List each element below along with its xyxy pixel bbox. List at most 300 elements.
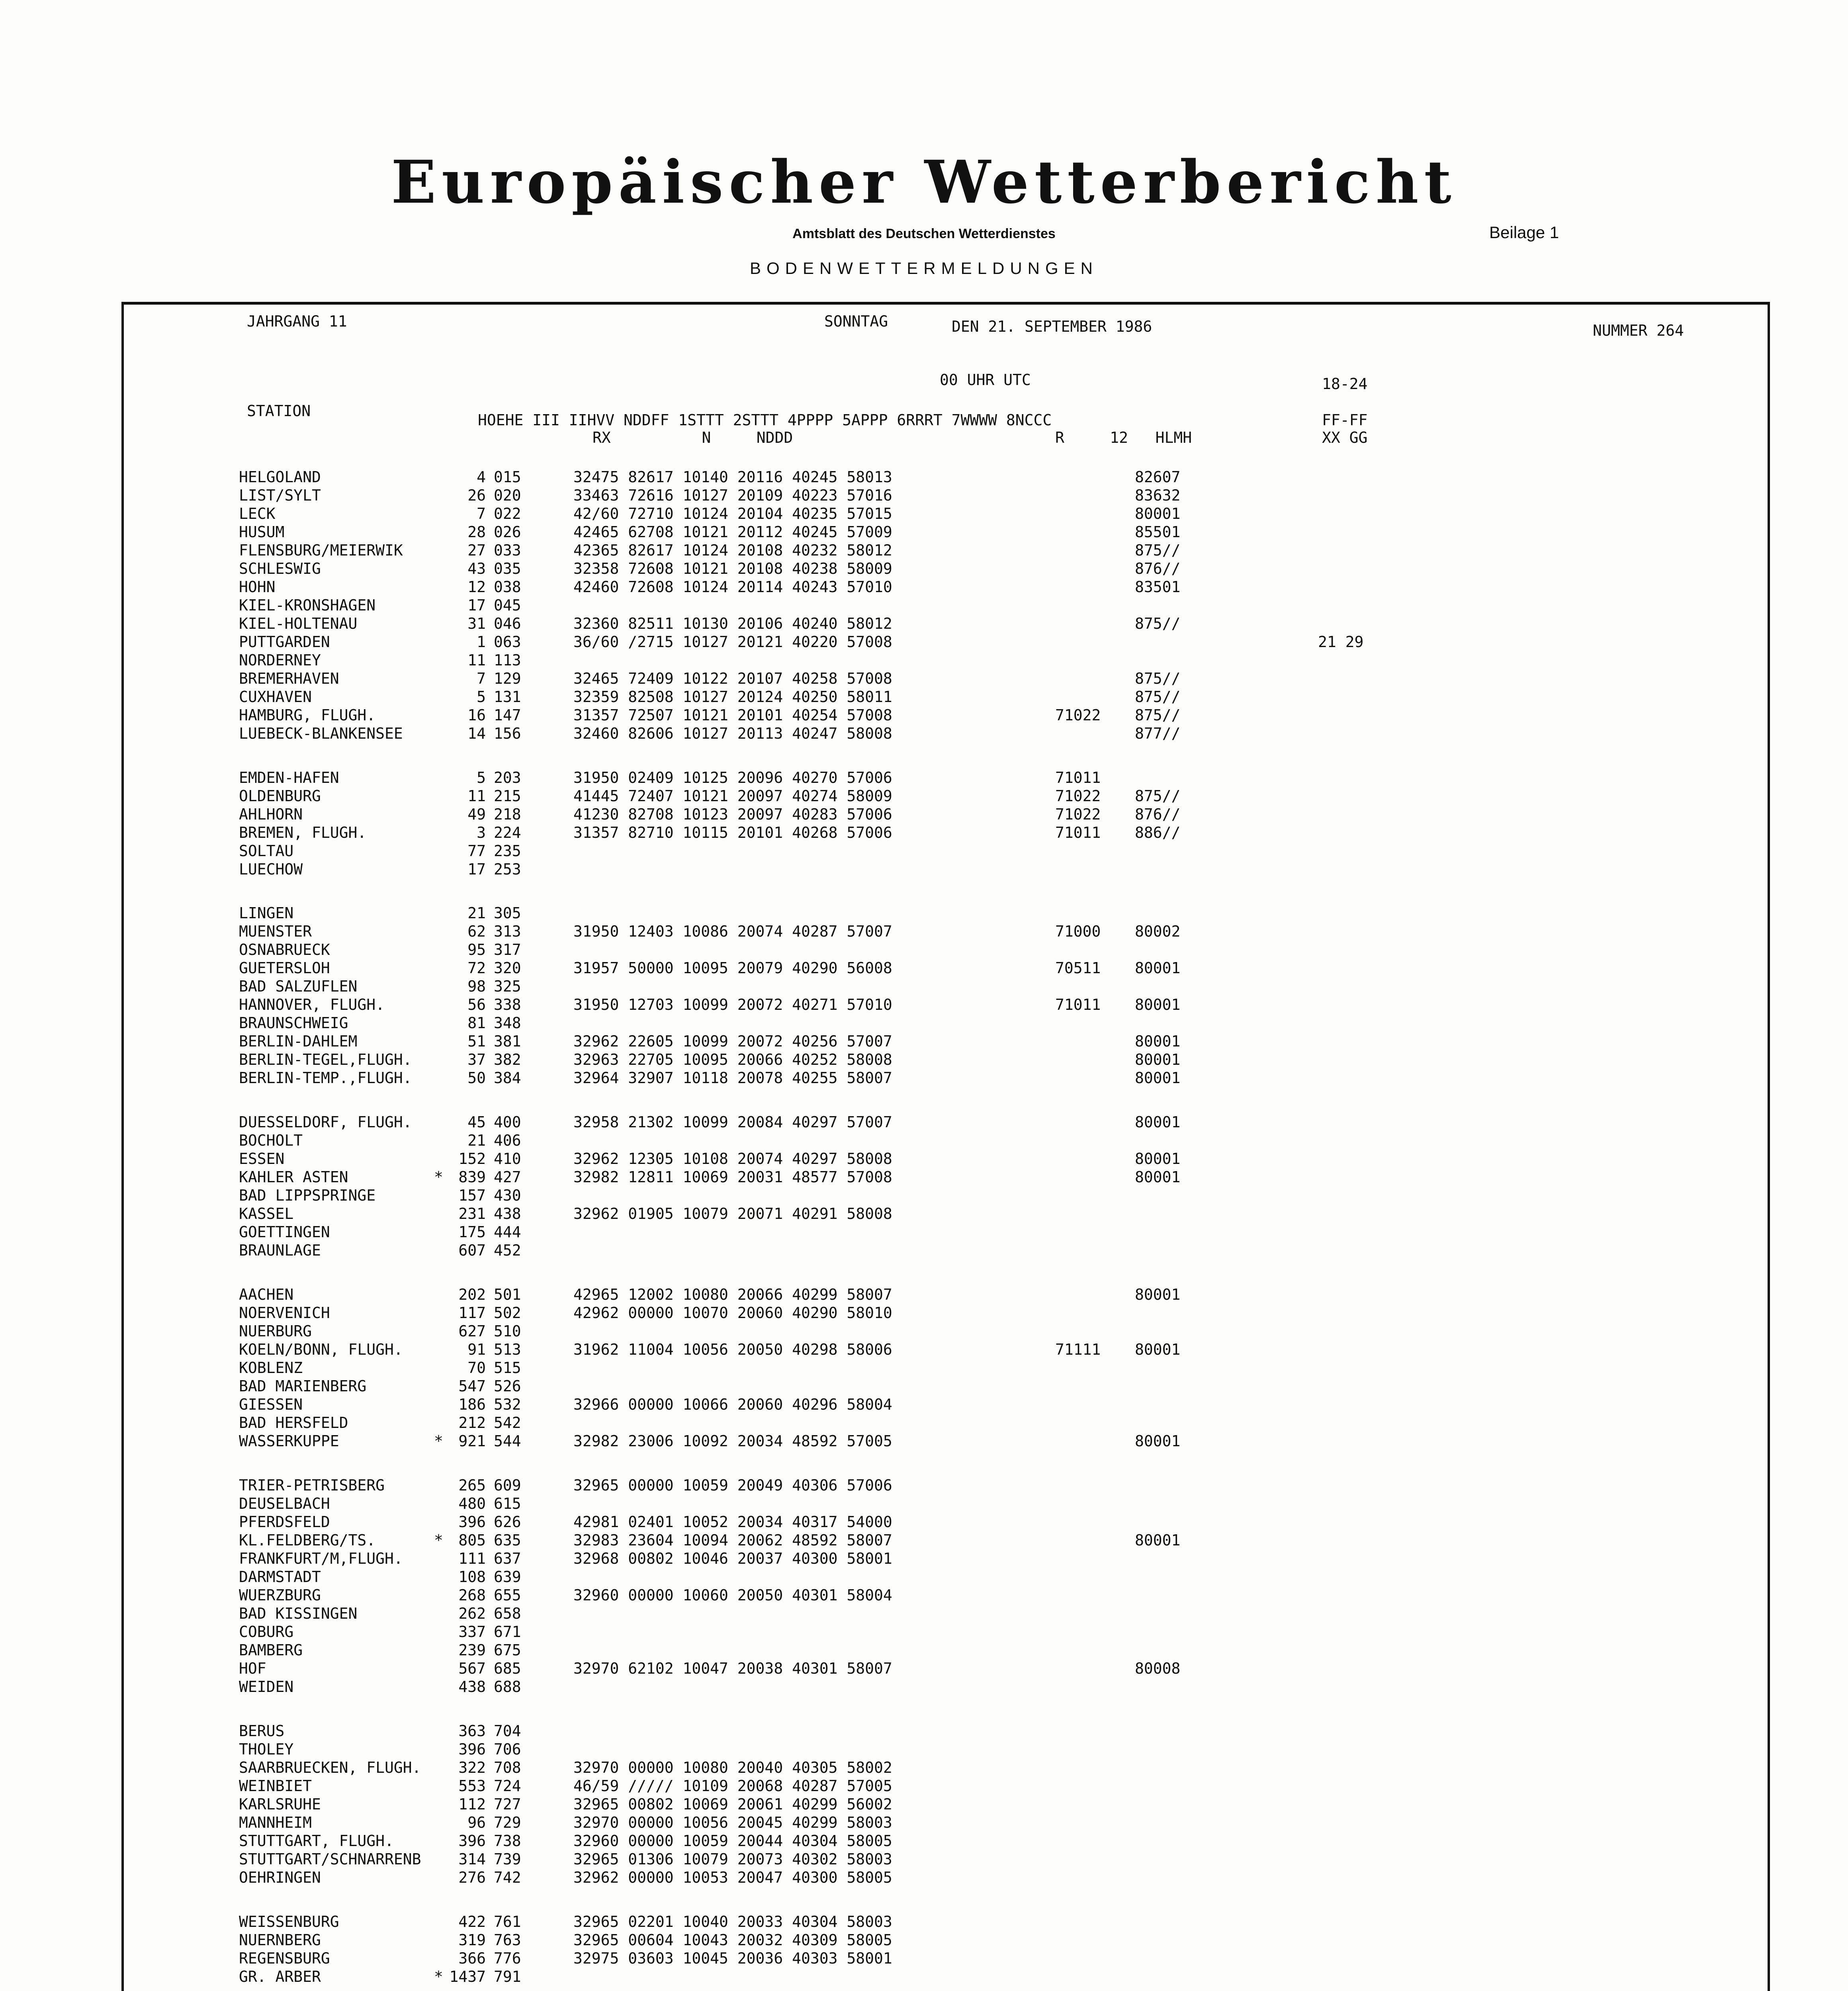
station-number: 131 (494, 688, 521, 706)
station-height: 62 (467, 923, 486, 940)
station-number: 026 (494, 523, 521, 541)
cloud-group-8: 80001 (1135, 1150, 1181, 1168)
station-name: BERLIN-TEGEL,FLUGH. (239, 1051, 412, 1068)
station-height: 314 (458, 1850, 486, 1868)
station-number: 685 (494, 1660, 521, 1677)
station-name: AACHEN (239, 1286, 294, 1303)
station-number: 637 (494, 1550, 521, 1567)
station-height: 5 (477, 688, 486, 706)
station-number: 320 (494, 959, 521, 977)
observation-time: 00 UHR UTC (940, 371, 1031, 389)
weather-code-groups: 32970 62102 10047 20038 40301 58007 (573, 1660, 892, 1677)
station-name: WEIDEN (239, 1678, 294, 1696)
station-number: 045 (494, 597, 521, 614)
station-height: 212 (458, 1414, 486, 1432)
station-number: 438 (494, 1205, 521, 1222)
station-name: BAMBERG (239, 1641, 303, 1659)
weather-code-groups: 32958 21302 10099 20084 40297 57007 (573, 1113, 892, 1131)
weather-group-7: 71022 (1055, 787, 1101, 805)
weather-code-groups: 32970 00000 10080 20040 40305 58002 (573, 1759, 892, 1776)
station-number: 658 (494, 1605, 521, 1622)
station-name: THOLEY (239, 1741, 294, 1758)
station-height: 1437 (449, 1968, 486, 1985)
station-height: 26 (467, 487, 486, 504)
station-name: NUERBURG (239, 1322, 312, 1340)
station-height: 7 (477, 505, 486, 522)
station-height: 239 (458, 1641, 486, 1659)
station-name: HUSUM (239, 523, 285, 541)
weather-code-groups: 32358 72608 10121 20108 40238 58009 (573, 560, 892, 577)
station-number: 305 (494, 904, 521, 922)
station-height: 7 (477, 670, 486, 687)
weather-code-groups: 32360 82511 10130 20106 40240 58012 (573, 615, 892, 632)
station-number: 675 (494, 1641, 521, 1659)
weather-code-groups: 31950 02409 10125 20096 40270 57006 (573, 769, 892, 786)
station-height: 5 (477, 769, 486, 786)
station-height: 43 (467, 560, 486, 577)
weather-code-groups: 31950 12403 10086 20074 40287 57007 (573, 923, 892, 940)
station-height: 11 (467, 787, 486, 805)
station-height: 95 (467, 941, 486, 958)
cloud-group-8: 80001 (1135, 959, 1181, 977)
cloud-group-8: 875// (1135, 787, 1181, 805)
station-name: KIEL-HOLTENAU (239, 615, 358, 632)
station-height: 607 (458, 1242, 486, 1259)
station-height: 276 (458, 1869, 486, 1886)
station-name: WUERZBURG (239, 1586, 321, 1604)
station-column-header: STATION (247, 402, 311, 420)
cloud-group-8: 80001 (1135, 1286, 1181, 1303)
station-name: BREMEN, FLUGH. (239, 824, 367, 841)
station-height: 547 (458, 1377, 486, 1395)
station-name: DARMSTADT (239, 1568, 321, 1586)
station-height: 111 (458, 1550, 486, 1567)
cloud-group-8: 80001 (1135, 1113, 1181, 1131)
station-name: OEHRINGEN (239, 1869, 321, 1886)
cloud-group-8: 80001 (1135, 1069, 1181, 1087)
station-name: GOETTINGEN (239, 1223, 330, 1241)
supplement-label: Beilage 1 (1489, 223, 1559, 242)
station-number: 317 (494, 941, 521, 958)
weather-group-7: 71011 (1055, 824, 1101, 841)
station-name: HANNOVER, FLUGH. (239, 996, 385, 1013)
weather-code-groups: 32970 00000 10056 20045 40299 58003 (573, 1814, 892, 1831)
station-height: 265 (458, 1477, 486, 1494)
station-name: BERLIN-DAHLEM (239, 1033, 358, 1050)
weather-code-groups: 32962 01905 10079 20071 40291 58008 (573, 1205, 892, 1222)
station-number: 626 (494, 1513, 521, 1531)
station-name: HOHN (239, 578, 276, 596)
cloud-group-8: 875// (1135, 615, 1181, 632)
station-number: 502 (494, 1304, 521, 1322)
station-name: MUENSTER (239, 923, 312, 940)
mountain-marker: * (434, 1432, 443, 1450)
weather-code-groups: 32460 82606 10127 20113 40247 58008 (573, 725, 892, 742)
station-name: CUXHAVEN (239, 688, 312, 706)
cloud-group-8: 80001 (1135, 1341, 1181, 1358)
station-number: 639 (494, 1568, 521, 1586)
station-height: 337 (458, 1623, 486, 1641)
station-number: 410 (494, 1150, 521, 1168)
weather-code-groups: 32962 12305 10108 20074 40297 58008 (573, 1150, 892, 1168)
station-number: 113 (494, 651, 521, 669)
weather-code-groups: 31957 50000 10095 20079 40290 56008 (573, 959, 892, 977)
station-height: 396 (458, 1832, 486, 1850)
station-number: 035 (494, 560, 521, 577)
weekday-label: SONNTAG (824, 313, 888, 330)
cloud-group-8: 83632 (1135, 487, 1181, 504)
station-height: 21 (467, 1132, 486, 1149)
station-name: BAD MARIENBERG (239, 1377, 367, 1395)
cloud-group-8: 876// (1135, 806, 1181, 823)
station-number: 430 (494, 1187, 521, 1204)
station-name: BOCHOLT (239, 1132, 303, 1149)
station-name: LUEBECK-BLANKENSEE (239, 725, 403, 742)
station-number: 400 (494, 1113, 521, 1131)
station-number: 776 (494, 1950, 521, 1967)
station-number: 761 (494, 1913, 521, 1930)
station-number: 218 (494, 806, 521, 823)
station-height: 480 (458, 1495, 486, 1512)
station-height: 56 (467, 996, 486, 1013)
station-name: DEUSELBACH (239, 1495, 330, 1512)
station-name: GUETERSLOH (239, 959, 330, 977)
station-number: 427 (494, 1168, 521, 1186)
station-height: 77 (467, 842, 486, 860)
station-number: 147 (494, 706, 521, 724)
station-height: 3 (477, 824, 486, 841)
weather-code-groups: 32966 00000 10066 20060 40296 58004 (573, 1396, 892, 1413)
station-number: 544 (494, 1432, 521, 1450)
station-name: KAHLER ASTEN (239, 1168, 348, 1186)
weather-code-groups: 32964 32907 10118 20078 40255 58007 (573, 1069, 892, 1087)
station-name: LECK (239, 505, 276, 522)
weather-code-groups: 32465 72409 10122 20107 40258 57008 (573, 670, 892, 687)
weather-code-groups: 31962 11004 10056 20050 40298 58006 (573, 1341, 892, 1358)
station-height: 17 (467, 597, 486, 614)
cloud-group-8: 80001 (1135, 1033, 1181, 1050)
station-height: 112 (458, 1795, 486, 1813)
station-height: 553 (458, 1777, 486, 1795)
station-height: 366 (458, 1950, 486, 1967)
station-number: 742 (494, 1869, 521, 1886)
cloud-group-8: 83501 (1135, 578, 1181, 596)
station-name: KIEL-KRONSHAGEN (239, 597, 376, 614)
station-height: 152 (458, 1150, 486, 1168)
station-height: 839 (458, 1168, 486, 1186)
station-height: 422 (458, 1913, 486, 1930)
station-height: 117 (458, 1304, 486, 1322)
cloud-group-8: 886// (1135, 824, 1181, 841)
station-name: KASSEL (239, 1205, 294, 1222)
station-number: 038 (494, 578, 521, 596)
station-number: 609 (494, 1477, 521, 1494)
weather-code-groups: 32475 82617 10140 20116 40245 58013 (573, 468, 892, 486)
weather-code-groups: 31357 72507 10121 20101 40254 57008 (573, 706, 892, 724)
station-height: 157 (458, 1187, 486, 1204)
weather-code-groups: 32983 23604 10094 20062 48592 58007 (573, 1531, 892, 1549)
wind-column-header: FF-FF (1322, 411, 1368, 429)
station-height: 108 (458, 1568, 486, 1586)
station-name: STUTTGART/SCHNARRENB (239, 1850, 421, 1868)
station-height: 37 (467, 1051, 486, 1068)
weather-code-groups: 42981 02401 10052 20034 40317 54000 (573, 1513, 892, 1531)
station-name: GR. ARBER (239, 1968, 321, 1985)
station-height: 1 (477, 633, 486, 651)
station-name: WEISSENBURG (239, 1913, 339, 1930)
station-height: 921 (458, 1432, 486, 1450)
station-number: 738 (494, 1832, 521, 1850)
weather-group-7: 71111 (1055, 1341, 1101, 1358)
station-number: 235 (494, 842, 521, 860)
station-name: SCHLESWIG (239, 560, 321, 577)
station-number: 129 (494, 670, 521, 687)
cloud-group-8: 80001 (1135, 505, 1181, 522)
station-number: 203 (494, 769, 521, 786)
station-number: 348 (494, 1014, 521, 1032)
weather-code-groups: 32965 00000 10059 20049 40306 57006 (573, 1477, 892, 1494)
weather-group-7: 70511 (1055, 959, 1101, 977)
station-height: 11 (467, 651, 486, 669)
station-number: 739 (494, 1850, 521, 1868)
cloud-group-8: 875// (1135, 688, 1181, 706)
station-height: 98 (467, 978, 486, 995)
weather-group-7: 71022 (1055, 806, 1101, 823)
code-column-subheader-right: R 12 HLMH (1055, 429, 1192, 446)
station-height: 28 (467, 523, 486, 541)
station-number: 253 (494, 861, 521, 878)
cloud-group-8: 80001 (1135, 1432, 1181, 1450)
station-height: 72 (467, 959, 486, 977)
station-name: TRIER-PETRISBERG (239, 1477, 385, 1494)
station-number: 708 (494, 1759, 521, 1776)
station-number: 020 (494, 487, 521, 504)
station-height: 567 (458, 1660, 486, 1677)
weather-code-groups: 32962 00000 10053 20047 40300 58005 (573, 1869, 892, 1886)
station-height: 186 (458, 1396, 486, 1413)
station-number: 635 (494, 1531, 521, 1549)
station-name: REGENSBURG (239, 1950, 330, 1967)
cloud-group-8: 80001 (1135, 1051, 1181, 1068)
weather-code-groups: 41445 72407 10121 20097 40274 58009 (573, 787, 892, 805)
weather-group-7: 71000 (1055, 923, 1101, 940)
station-name: SOLTAU (239, 842, 294, 860)
station-height: 70 (467, 1359, 486, 1377)
cloud-group-8: 80002 (1135, 923, 1181, 940)
publisher-subtitle: Amtsblatt des Deutschen Wetterdienstes (792, 226, 1056, 241)
station-number: 724 (494, 1777, 521, 1795)
station-name: BAD LIPPSPRINGE (239, 1187, 376, 1204)
station-number: 224 (494, 824, 521, 841)
station-number: 763 (494, 1931, 521, 1949)
weather-code-groups: 36/60 /2715 10127 20121 40220 57008 (573, 633, 892, 651)
station-height: 14 (467, 725, 486, 742)
station-height: 363 (458, 1722, 486, 1740)
station-name: OLDENBURG (239, 787, 321, 805)
station-name: MANNHEIM (239, 1814, 312, 1831)
station-name: BERUS (239, 1722, 285, 1740)
station-number: 015 (494, 468, 521, 486)
station-number: 615 (494, 1495, 521, 1512)
station-name: AHLHORN (239, 806, 303, 823)
weather-code-groups: 42965 12002 10080 20066 40299 58007 (573, 1286, 892, 1303)
weather-code-groups: 42465 62708 10121 20112 40245 57009 (573, 523, 892, 541)
station-number: 313 (494, 923, 521, 940)
station-height: 231 (458, 1205, 486, 1222)
station-number: 022 (494, 505, 521, 522)
date-label: DEN 21. SEPTEMBER 1986 (952, 318, 1152, 335)
code-column-header: HOEHE III IIHVV NDDFF 1STTT 2STTT 4PPPP 5APPP 6RRRT 7WWWW 8NCCC (478, 411, 1052, 429)
station-height: 49 (467, 806, 486, 823)
station-number: 452 (494, 1242, 521, 1259)
weather-code-groups: 32960 00000 10059 20044 40304 58005 (573, 1832, 892, 1850)
wind-column-subheader: XX GG (1322, 429, 1368, 446)
station-height: 91 (467, 1341, 486, 1358)
station-height: 31 (467, 615, 486, 632)
station-height: 319 (458, 1931, 486, 1949)
station-number: 406 (494, 1132, 521, 1149)
station-height: 50 (467, 1069, 486, 1087)
station-name: WASSERKUPPE (239, 1432, 339, 1450)
station-name: FRANKFURT/M,FLUGH. (239, 1550, 403, 1567)
station-name: HOF (239, 1660, 266, 1677)
weather-code-groups: 32359 82508 10127 20124 40250 58011 (573, 688, 892, 706)
station-height: 27 (467, 542, 486, 559)
weather-code-groups: 42460 72608 10124 20114 40243 57010 (573, 578, 892, 596)
weather-code-groups: 42/60 72710 10124 20104 40235 57015 (573, 505, 892, 522)
station-name: BAD HERSFELD (239, 1414, 348, 1432)
station-name: BREMERHAVEN (239, 670, 339, 687)
weather-code-groups: 31357 82710 10115 20101 40268 57006 (573, 824, 892, 841)
station-number: 513 (494, 1341, 521, 1358)
station-height: 45 (467, 1113, 486, 1131)
station-height: 4 (477, 468, 486, 486)
station-number: 655 (494, 1586, 521, 1604)
cloud-group-8: 80001 (1135, 996, 1181, 1013)
weather-group-7: 71022 (1055, 706, 1101, 724)
station-number: 704 (494, 1722, 521, 1740)
station-height: 805 (458, 1531, 486, 1549)
station-name: KL.FELDBERG/TS. (239, 1531, 376, 1549)
weather-code-groups: 46/59 ///// 10109 20068 40287 57005 (573, 1777, 892, 1795)
weather-group-7: 71011 (1055, 996, 1101, 1013)
station-number: 215 (494, 787, 521, 805)
station-number: 382 (494, 1051, 521, 1068)
station-name: HAMBURG, FLUGH. (239, 706, 376, 724)
weather-code-groups: 42365 82617 10124 20108 40232 58012 (573, 542, 892, 559)
weather-code-groups: 32968 00802 10046 20037 40300 58001 (573, 1550, 892, 1567)
station-name: KARLSRUHE (239, 1795, 321, 1813)
cloud-group-8: 80008 (1135, 1660, 1181, 1677)
station-number: 729 (494, 1814, 521, 1831)
weather-code-groups: 32982 12811 10069 20031 48577 57008 (573, 1168, 892, 1186)
station-name: EMDEN-HAFEN (239, 769, 339, 786)
cloud-group-8: 875// (1135, 542, 1181, 559)
weather-code-groups: 32965 00802 10069 20061 40299 56002 (573, 1795, 892, 1813)
station-name: LIST/SYLT (239, 487, 321, 504)
station-height: 396 (458, 1513, 486, 1531)
cloud-group-8: 80001 (1135, 1531, 1181, 1549)
weather-code-groups: 32963 22705 10095 20066 40252 58008 (573, 1051, 892, 1068)
station-name: COBURG (239, 1623, 294, 1641)
station-number: 063 (494, 633, 521, 651)
station-number: 706 (494, 1741, 521, 1758)
newspaper-title: Europäischer Wetterbericht (391, 147, 1457, 217)
cloud-group-8: 876// (1135, 560, 1181, 577)
weather-code-groups: 42962 00000 10070 20060 40290 58010 (573, 1304, 892, 1322)
station-name: PFERDSFELD (239, 1513, 330, 1531)
station-name: BAD KISSINGEN (239, 1605, 358, 1622)
code-column-subheader: RX N NDDD (593, 429, 793, 446)
station-number: 532 (494, 1396, 521, 1413)
station-number: 338 (494, 996, 521, 1013)
station-name: BERLIN-TEMP.,FLUGH. (239, 1069, 412, 1087)
station-number: 526 (494, 1377, 521, 1395)
station-height: 12 (467, 578, 486, 596)
station-number: 384 (494, 1069, 521, 1087)
weather-code-groups: 41230 82708 10123 20097 40283 57006 (573, 806, 892, 823)
station-name: BRAUNLAGE (239, 1242, 321, 1259)
station-height: 396 (458, 1741, 486, 1758)
station-name: FLENSBURG/MEIERWIK (239, 542, 403, 559)
weather-group-7: 71011 (1055, 769, 1101, 786)
station-number: 444 (494, 1223, 521, 1241)
station-name: SAARBRUECKEN, FLUGH. (239, 1759, 421, 1776)
station-height: 627 (458, 1322, 486, 1340)
weather-code-groups: 32965 02201 10040 20033 40304 58003 (573, 1913, 892, 1930)
wind-gust-value: 21 29 (1318, 633, 1364, 651)
station-height: 322 (458, 1759, 486, 1776)
station-name: GIESSEN (239, 1396, 303, 1413)
weather-code-groups: 32960 00000 10060 20050 40301 58004 (573, 1586, 892, 1604)
station-number: 501 (494, 1286, 521, 1303)
cloud-group-8: 875// (1135, 670, 1181, 687)
station-name: PUTTGARDEN (239, 633, 330, 651)
mountain-marker: * (434, 1968, 443, 1985)
station-name: NORDERNEY (239, 651, 321, 669)
cloud-group-8: 80001 (1135, 1168, 1181, 1186)
station-name: HELGOLAND (239, 468, 321, 486)
weather-code-groups: 32962 22605 10099 20072 40256 57007 (573, 1033, 892, 1050)
station-number: 325 (494, 978, 521, 995)
weather-code-groups: 31950 12703 10099 20072 40271 57010 (573, 996, 892, 1013)
station-number: 046 (494, 615, 521, 632)
station-height: 175 (458, 1223, 486, 1241)
jahrgang-label: JAHRGANG 11 (247, 313, 347, 330)
station-name: LINGEN (239, 904, 294, 922)
station-height: 17 (467, 861, 486, 878)
station-name: WEINBIET (239, 1777, 312, 1795)
section-heading: BODENWETTERMELDUNGEN (749, 259, 1099, 278)
station-number: 542 (494, 1414, 521, 1432)
weather-code-groups: 32975 03603 10045 20036 40303 58001 (573, 1950, 892, 1967)
station-height: 16 (467, 706, 486, 724)
station-height: 21 (467, 904, 486, 922)
period-label: 18-24 (1322, 375, 1368, 393)
station-name: NOERVENICH (239, 1304, 330, 1322)
mountain-marker: * (434, 1168, 443, 1186)
station-name: KOELN/BONN, FLUGH. (239, 1341, 403, 1358)
station-height: 202 (458, 1286, 486, 1303)
cloud-group-8: 875// (1135, 706, 1181, 724)
station-number: 727 (494, 1795, 521, 1813)
station-name: ESSEN (239, 1150, 285, 1168)
station-number: 791 (494, 1968, 521, 1985)
weather-code-groups: 32982 23006 10092 20034 48592 57005 (573, 1432, 892, 1450)
weather-code-groups: 32965 00604 10043 20032 40309 58005 (573, 1931, 892, 1949)
weather-code-groups: 33463 72616 10127 20109 40223 57016 (573, 487, 892, 504)
station-height: 268 (458, 1586, 486, 1604)
